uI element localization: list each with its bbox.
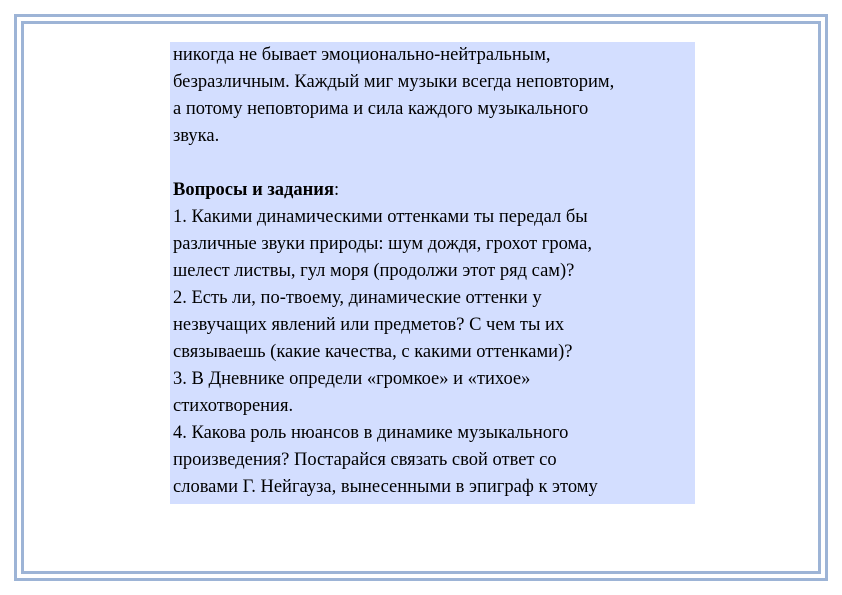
question-line: связываешь (какие качества, с какими оттенками)? [173, 342, 573, 362]
question-line: 3. В Дневнике определи «громкое» и «тихое» [173, 369, 531, 389]
question-line: произведения? Постарайся связать свой ответ со [173, 450, 557, 470]
question-line: стихотворения. [173, 396, 294, 416]
paragraph-line: а потому неповторима и сила каждого музыкального [173, 99, 589, 119]
questions-heading: Вопросы и задания [173, 180, 334, 200]
paragraph-line: никогда не бывает эмоционально-нейтральным, [173, 45, 551, 65]
question-line: незвучащих явлений или предметов? С чем ты их [173, 315, 565, 335]
questions-heading-colon: : [333, 180, 340, 200]
question-line: 4. Какова роль нюансов в динамике музыкального [173, 423, 569, 443]
question-line: словами Г. Нейгауза, вынесенными в эпиграф к этому [173, 477, 598, 497]
question-line: различные звуки природы: шум дождя, грохот грома, [173, 234, 592, 254]
questions-heading-line [173, 177, 691, 204]
paragraph-line: звука. [173, 126, 220, 146]
paragraph-spacer [173, 150, 691, 177]
paragraph-line: безразличным. Каждый миг музыки всегда неповторим, [173, 72, 615, 92]
question-line: шелест листвы, гул моря (продолжи этот ряд сам)? [173, 261, 575, 281]
question-line: 1. Какими динамическими оттенками ты передал бы [173, 207, 588, 227]
question-line: 2. Есть ли, по-твоему, динамические оттенки у [173, 288, 542, 308]
text-block [170, 42, 695, 504]
